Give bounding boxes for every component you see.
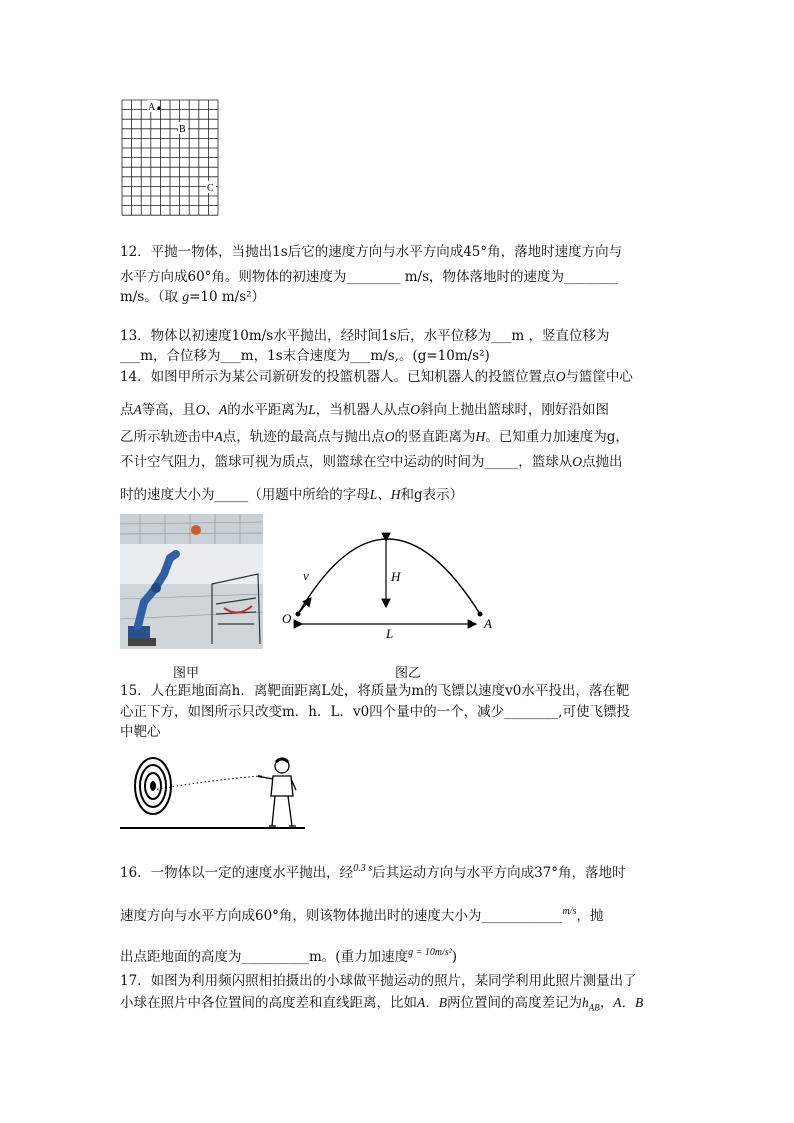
velocity-arrow — [298, 598, 311, 614]
q14-line2: 点A等高，且O、A的水平距离为L，当机器人从点O斜向上抛出篮球时，刚好沿如图 — [120, 402, 610, 418]
q12-line2: 水平方向成60°角。则物体的初速度为________ m/s，物体落地时的速度为________ — [120, 269, 618, 285]
label-o: O — [282, 611, 292, 626]
q15-line1: 15．人在距地面高h．离靶面距离L处，将质量为m的飞镖以速度v0水平投出，落在靶 — [120, 683, 630, 699]
trajectory-curve — [298, 539, 480, 614]
q13-line2: ___m，合位移为___m，1s末合速度为___m/s,。(g=10m/s²) — [120, 348, 490, 364]
q12-line3: m/s。（取 g=10 m/s²） — [120, 289, 266, 305]
q15-line2: 心正下方，如图所示只改变m．h．L．v0四个量中的一个，减少________,可使飞镖投 — [120, 704, 630, 720]
q12-line1: 12．平抛一物体，当抛出1s后它的速度方向与水平方向成45°角，落地时速度方向与 — [120, 244, 623, 260]
label-b: B — [179, 124, 186, 135]
grid-figure — [120, 98, 222, 222]
caption-left: 图甲 — [173, 666, 200, 681]
label-a-point: A — [484, 616, 492, 631]
q17-line2: 小球在照片中各位置间的高度差和直线距离，比如A．B两位置间的高度差记为$h_{AB}$，A．B — [120, 995, 644, 1013]
label-a: A — [148, 102, 156, 113]
label-h: H — [391, 569, 401, 584]
q14-line3: 乙所示轨迹击中A点，轨迹的最高点与抛出点O的竖直距离为H。已知重力加速度为g， — [120, 429, 629, 445]
caption-right: 图乙 — [395, 666, 422, 681]
point-a — [157, 106, 160, 109]
label-c: C — [207, 183, 214, 194]
q15-line3: 中靶心 — [120, 724, 161, 740]
q17-line1: 17．如图为利用频闪照相拍摄出的小球做平抛运动的照片，某同学利用此照片测量出了 — [120, 973, 637, 989]
q14-line4: 不计空气阻力，篮球可视为质点，则篮球在空中运动的时间为_____，篮球从O点抛出 — [120, 454, 623, 470]
q14-line1: 14．如图甲所示为某公司新研发的投篮机器人。已知机器人的投篮位置点O与篮筐中心 — [120, 369, 633, 385]
q13-line1: 13．物体以初速度10m/s水平抛出，经时间1s后，水平位移为___m ，竖直位移为 — [120, 328, 610, 344]
dart-illustration — [120, 752, 305, 832]
q14-line5: 时的速度大小为_____（用题中所给的字母L、H和g表示） — [120, 487, 464, 503]
q16-line3: 出点距地面的高度为__________m。(重力加速度$^{g = 10m/s^2}$) — [120, 947, 457, 965]
label-l: L — [386, 626, 394, 641]
label-v: v — [303, 568, 309, 583]
trajectory-diagram — [280, 525, 500, 650]
q16-line2: 速度方向与水平方向成60°角，则该物体抛出时的速度大小为____________$^{m/s}$，抛 — [120, 906, 604, 924]
robot-photo — [120, 514, 263, 649]
q16-line1: 16．一物体以一定的速度水平抛出，经$^{0.3 s}$后其运动方向与水平方向成37°角，落地时 — [120, 863, 626, 881]
